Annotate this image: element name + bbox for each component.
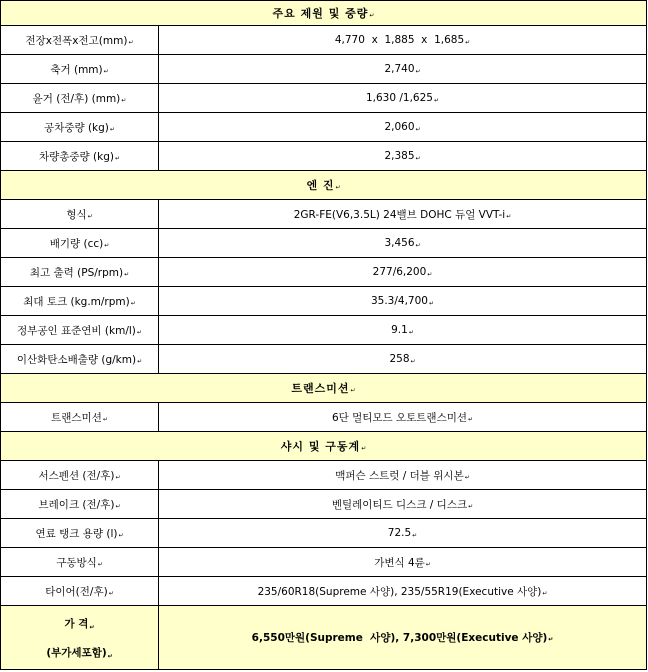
para-mark: ↵ [114,154,121,162]
row-value [159,258,647,286]
table-row [1,577,647,606]
para-mark: ↵ [115,502,121,510]
table-row [1,345,647,374]
row-label [1,142,159,170]
value-text: 가변식 4륜 [374,556,425,569]
label-text: 이산화탄소배출량 (g/km) [16,353,137,366]
para-mark: ↵ [427,270,433,278]
row-value [159,287,647,315]
para-mark: ↵ [433,96,440,104]
section-title: 엔 진 [306,179,335,192]
table-row [1,287,647,316]
row-value [159,316,647,344]
label-text: 배기량 (cc) [49,237,104,250]
label-text: 트랜스미션 [51,411,102,424]
table-row [1,316,647,345]
para-mark: ↵ [103,67,109,75]
row-label [1,258,159,286]
label-text: 타이어(전/후) [45,585,108,598]
row-value [159,345,647,373]
price-label [1,606,159,669]
row-value [159,84,647,112]
row-label [1,84,159,112]
value-text: 2,060 [384,121,415,133]
value-text: 277/6,200 [372,266,427,278]
section-header-dims [1,1,647,26]
table-row [1,519,647,548]
section-header-transmission [1,374,647,403]
price-label-line2 [46,645,112,660]
row-value [159,229,647,257]
table-row [1,258,647,287]
row-value [159,200,647,228]
table-row [1,113,647,142]
para-mark: ↵ [428,299,434,307]
value-text: 2GR-FE(V6,3.5L) 24밸브 DOHC 듀얼 VVT-i [293,208,506,221]
table-row [1,461,647,490]
table-row [1,548,647,577]
para-mark: ↵ [465,38,471,46]
price-row [1,606,647,670]
label-text: 전장x전폭x전고(mm) [25,34,128,47]
row-label [1,490,159,518]
label-text: 브레이크 (전/후) [38,498,115,511]
row-value [159,461,647,489]
para-mark: ↵ [408,328,414,336]
section-title: 샤시 및 구동계 [280,440,361,453]
row-value [159,519,647,547]
para-mark: ↵ [128,38,134,46]
label-text: 축거 (mm) [50,63,103,76]
label-text: 구동방식 [56,556,97,569]
label-text: 서스펜션 (전/후) [38,469,115,482]
para-mark: ↵ [107,652,113,660]
price-label-text: 가 격 [64,617,89,630]
label-text: 차량총중량 (kg) [38,150,114,163]
section-title: 주요 제원 및 중량 [272,7,369,20]
para-mark: ↵ [137,357,143,365]
value-text: 3,456 [384,237,415,249]
table-row [1,26,647,55]
value-text: 맥퍼슨 스트럿 / 더블 위시본 [335,469,464,482]
row-value [159,548,647,576]
para-mark: ↵ [361,444,367,452]
row-label [1,403,159,431]
label-text: 연료 탱크 용량 (l) [35,527,118,540]
value-text: 2,740 [384,63,415,75]
value-text: 6단 멀티모드 오토트랜스미션 [331,411,468,424]
para-mark: ↵ [109,125,115,133]
table-row [1,490,647,519]
label-text: 최대 토크 (kg.m/rpm) [23,295,130,308]
value-text: 1,630 /1,625 [365,92,433,104]
price-value-text: 6,550만원(Supreme 사양), 7,300만원(Executive 사양) [251,632,548,644]
para-mark: ↵ [350,386,356,394]
value-text: 235/60R18(Supreme 사양), 235/55R19(Executive 사양) [257,585,542,598]
value-text: 2,385 [384,150,415,162]
label-text: 최고 출력 (PS/rpm) [29,266,124,279]
para-mark: ↵ [136,328,142,336]
para-mark: ↵ [121,96,127,104]
para-mark: ↵ [542,589,548,597]
row-value [159,142,647,170]
table-row [1,200,647,229]
row-label [1,26,159,54]
price-label-line1 [65,616,95,631]
row-label [1,287,159,315]
para-mark: ↵ [124,270,130,278]
para-mark: ↵ [118,531,124,539]
table-row [1,142,647,171]
para-mark: ↵ [415,125,421,133]
value-text: 4,770 x 1,885 x 1,685 [334,34,465,46]
section-header-engine [1,171,647,200]
section-title: 트랜스미션 [291,382,350,395]
row-label [1,113,159,141]
para-mark: ↵ [464,473,470,481]
row-value [159,403,647,431]
para-mark: ↵ [468,502,474,510]
row-value [159,26,647,54]
table-row [1,84,647,113]
para-mark: ↵ [335,183,341,191]
row-value [159,577,647,605]
label-text: 형식 [66,208,87,221]
para-mark: ↵ [104,241,110,249]
para-mark: ↵ [425,560,431,568]
row-label [1,461,159,489]
value-text: 벤틸레이티드 디스크 / 디스크 [331,498,468,511]
table-row [1,55,647,84]
para-mark: ↵ [130,299,136,307]
value-text: 35.3/4,700 [370,295,428,307]
label-text: 공차중량 (kg) [44,121,109,134]
row-value [159,113,647,141]
para-mark: ↵ [369,11,375,19]
price-value [159,606,647,669]
para-mark: ↵ [415,67,421,75]
para-mark: ↵ [506,212,512,220]
row-label [1,200,159,228]
para-mark: ↵ [415,154,421,162]
value-text: 72.5 [387,527,412,539]
row-label [1,577,159,605]
para-mark: ↵ [115,473,121,481]
row-value [159,490,647,518]
row-label [1,55,159,83]
value-text: 9.1 [391,324,408,336]
para-mark: ↵ [97,560,103,568]
row-label [1,519,159,547]
para-mark: ↵ [102,415,108,423]
section-header-chassis [1,432,647,461]
table-row [1,403,647,432]
para-mark: ↵ [412,531,418,539]
para-mark: ↵ [548,636,554,643]
value-text: 258 [389,353,410,365]
row-value [159,55,647,83]
label-text: 윤거 (전/후) (mm) [32,92,121,105]
price-label-sub-text: (부가세포함) [46,646,107,659]
para-mark: ↵ [108,589,114,597]
row-label [1,316,159,344]
para-mark: ↵ [468,415,474,423]
label-text: 정부공인 표준연비 (km/l) [17,324,136,337]
para-mark: ↵ [410,357,416,365]
para-mark: ↵ [415,241,421,249]
row-label [1,548,159,576]
table-row [1,229,647,258]
row-label [1,345,159,373]
para-mark: ↵ [87,212,93,220]
para-mark: ↵ [89,623,95,631]
row-label [1,229,159,257]
